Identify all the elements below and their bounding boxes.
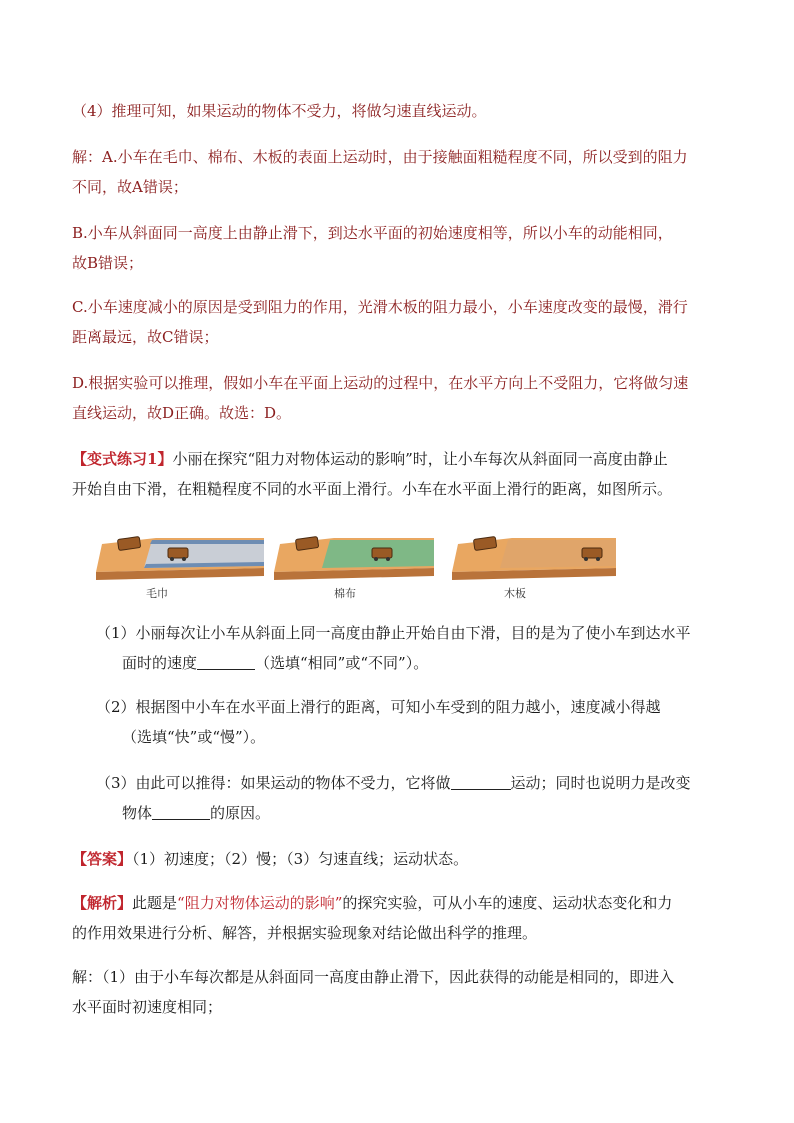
cloth-surface-panel — [274, 537, 434, 580]
exercise-tag: 【变式练习1】 — [72, 450, 173, 468]
answer-line — [72, 848, 468, 870]
text-line: 不同，故A错误； — [72, 178, 188, 196]
q1-prefix: 面时的速度 — [122, 654, 198, 672]
q3-cont-prefix: 物体 — [122, 804, 153, 822]
text-line: 距离最远，故C错误； — [72, 328, 219, 346]
text-line: （4）推理可知，如果运动的物体不受力，将做匀速直线运动。 — [72, 102, 487, 120]
towel-label: 毛巾 — [146, 587, 168, 600]
q3-suffix: 运动；同时也说明力是改变 — [510, 774, 691, 792]
question-3 — [96, 772, 691, 794]
text-line: 的作用效果进行分析、解答，并根据实验现象对结论做出科学的推理。 — [72, 924, 538, 942]
question-2: （2）根据图中小车在水平面上滑行的距离，可知小车受到的阻力越小，速度减小得越 — [96, 698, 661, 716]
q3-cont-suffix: 的原因。 — [210, 804, 271, 822]
inclined-planes-illustration — [96, 528, 636, 602]
wood-surface-panel — [452, 537, 616, 580]
text-line: 解：（1）由于小车每次都是从斜面同一高度由静止滑下，因此获得的动能是相同的，即进入 — [72, 968, 675, 986]
text-line: 解：A.小车在毛巾、棉布、木板的表面上运动时，由于接触面粗糙程度不同，所以受到的阻力 — [72, 148, 688, 166]
towel-surface-panel — [96, 537, 264, 580]
text-line: 故B错误； — [72, 254, 144, 272]
experiment-figure — [96, 528, 636, 602]
text-line: 直线运动，故D正确。故选：D。 — [72, 404, 292, 422]
q3-prefix: （3）由此可以推得：如果运动的物体不受力，它将做 — [96, 774, 451, 792]
exercise-text: 小丽在探究“阻力对物体运动的影响”时，让小车每次从斜面同一高度由静止 — [172, 450, 668, 468]
question-3-cont — [122, 802, 270, 824]
analysis-tag: 【解析】 — [72, 894, 133, 912]
text-line: 开始自由下滑，在粗糙程度不同的水平面上滑行。小车在水平面上滑行的距离，如图所示。 — [72, 480, 673, 498]
text-line: 水平面时初速度相同； — [72, 998, 223, 1016]
cloth-label: 棉布 — [334, 587, 356, 600]
text-line: C.小车速度减小的原因是受到阻力的作用，光滑木板的阻力最小，小车速度改变的最慢，滑行 — [72, 298, 688, 316]
analysis-text: 的探究实验，可从小车的速度、运动状态变化和力 — [342, 894, 673, 912]
answer-tag: 【答案】 — [72, 850, 133, 868]
answer-blank — [152, 803, 210, 820]
analysis-highlight: “阻力对物体运动的影响” — [177, 894, 343, 912]
q1-suffix: （选填“相同”或“不同”）。 — [255, 654, 429, 672]
wood-label: 木板 — [504, 587, 526, 600]
question-2-cont: （选填“快”或“慢”）。 — [122, 728, 266, 746]
text-line: B.小车从斜面同一高度上由静止滑下，到达水平面的初始速度相等，所以小车的动能相同， — [72, 224, 673, 242]
analysis-line — [72, 892, 672, 914]
question-1-cont — [122, 652, 428, 674]
text-line: D.根据实验可以推理，假如小车在平面上运动的过程中，在水平方向上不受阻力，它将做匀速 — [72, 374, 689, 392]
answer-blank — [197, 653, 255, 670]
answer-text: （1）初速度；（2）慢；（3）匀速直线；运动状态。 — [132, 850, 469, 868]
answer-blank — [451, 773, 511, 790]
exercise-intro — [72, 448, 668, 470]
question-1: （1）小丽每次让小车从斜面上同一高度由静止开始自由下滑，目的是为了使小车到达水平 — [96, 624, 691, 642]
analysis-text: 此题是 — [132, 894, 178, 912]
